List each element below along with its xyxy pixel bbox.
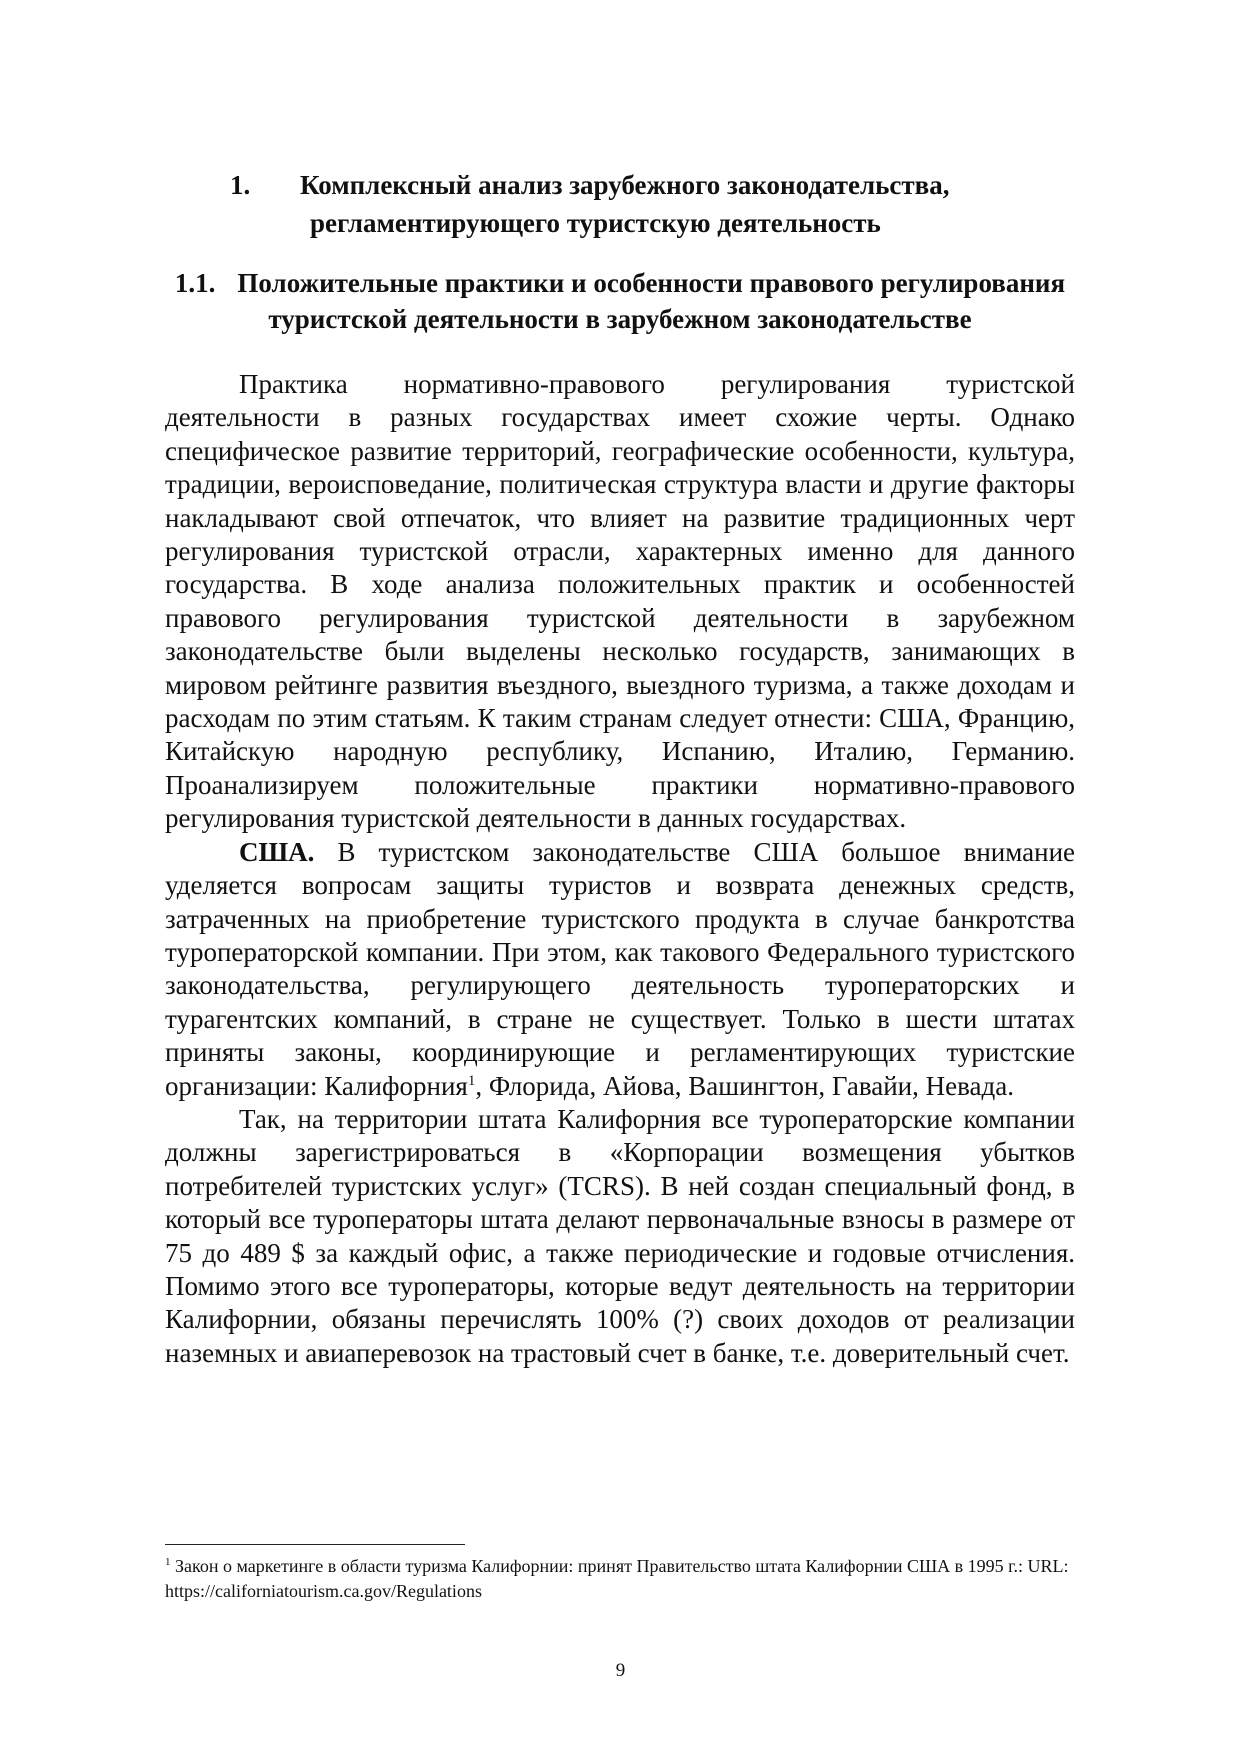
footnote [165, 1554, 1075, 1604]
paragraph-california: Так, на территории штата Калифорния все туроператорские компании должны зарегистрироваться в «Корпорации возмещения убытков потребителей туристских услуг» (TCRS). В ней создан специальный фонд, в который все туроператоры штата делают первоначальные взносы в размере от 75 до 489 $ за каждый офис, а также периодические и годовые отчисления. Помимо этого все туроператоры, которые ведут деятельность на территории Калифорнии, обязаны перечислять 100% (?) своих доходов от реализации наземных и авиаперевозок на трастовый счет в банке, т.е. доверительный счет. [165, 1103, 1075, 1368]
subsection-heading [165, 265, 1075, 337]
body-text [165, 368, 1075, 1370]
country-label-usa: США. [239, 836, 315, 867]
footnote-text: Закон о маркетинге в области туризма Калифорнии: принят Правительство штата Калифорнии США в 1995 г.: URL: https://californiatourism.ca.gov/Regulations [165, 1556, 1069, 1601]
page-number: 9 [615, 1660, 626, 1681]
paragraph-usa-text: В туристском законодательстве США большое внимание уделяется вопросам защиты туристов и возврата денежных средств, затраченных на приобретение туристского продукта в случае банкротства туроператорской компании. При этом, как такового Федерального туристского законодательства, регулирующего деятельность туроператорских и турагентских компаний, в стране не существует. Только в шести штатах приняты законы, координирующие и регламентирующих туристские организации: Калифорния [165, 836, 1075, 1101]
subsection-number: 1.1. [174, 268, 216, 298]
paragraph-intro: Практика нормативно-правового регулирования туристской деятельности в разных государствах имеет схожие черты. Однако специфическое развитие территорий, географические особенности, культура, традиции, вероисповедание, политическая структура власти и другие факторы накладывают свой отпечаток, что влияет на развитие традиционных черт регулирования туристской отрасли, характерных именно для данного государства. В ходе анализа положительных практик и особенностей правового регулирования туристской деятельности в зарубежном законодательстве были выделены несколько государств, занимающих в мировом рейтинге развития въездного, выездного туризма, а также доходам и расходам по этим статьям. К таким странам следует отнести: США, Францию, Китайскую народную республику, Испанию, Италию, Германию. Проанализируем положительные практики нормативно-правового регулирования туристской деятельности в данных государствах. [165, 369, 1075, 834]
footnote-reference[interactable]: 1 [467, 1072, 476, 1089]
section-title-line-2: регламентирующего туристскую деятельность [310, 208, 881, 238]
section-number: 1. [230, 170, 251, 200]
footnote-divider [165, 1544, 465, 1545]
paragraph-usa-tail: , Флорида, Айова, Вашингтон, Гавайи, Невада. [475, 1070, 1014, 1101]
paragraph-usa [165, 836, 1075, 1103]
subsection-title: Положительные практики и особенности правового регулирования туристской деятельности в зарубежном законодательстве [237, 268, 1066, 334]
section-title-line-1: Комплексный анализ зарубежного законодательства, [300, 170, 950, 200]
footnote-mark: 1 [165, 1556, 171, 1568]
